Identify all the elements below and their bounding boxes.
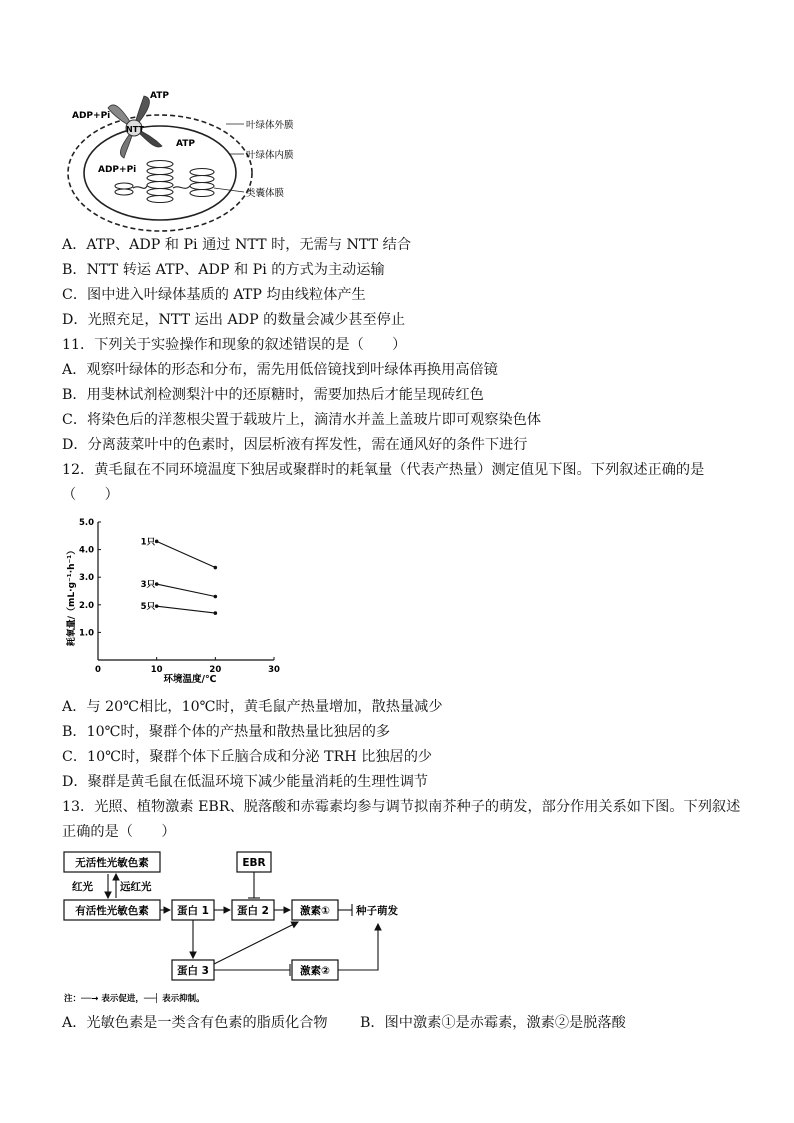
- series-point-2: [155, 582, 159, 586]
- chart-x-axis-label: 环境温度/℃: [163, 674, 217, 685]
- atp-inner-label: ATP: [176, 139, 196, 149]
- q11-stem: 11．下列关于实验操作和现象的叙述错误的是（ ）: [62, 337, 407, 353]
- chart-x-tick-label: 10: [150, 665, 163, 675]
- series-label-1: 1只: [140, 537, 156, 548]
- q10-option-c: C．图中进入叶绿体基质的 ATP 均由线粒体产生: [62, 287, 366, 303]
- q12-option-a: A．与 20℃相比，10℃时，黄毛鼠产热量增加，散热量减少: [62, 699, 443, 715]
- oxygen-consumption-chart: [62, 512, 292, 690]
- far-red-light-label: 远红光: [120, 881, 152, 893]
- series-line-2: [157, 584, 216, 596]
- ebr-label: EBR: [242, 857, 266, 869]
- q10-option-a: A．ATP、ADP 和 Pi 通过 NTT 时，无需与 NTT 结合: [62, 237, 412, 253]
- series-point-1: [214, 566, 218, 570]
- q12-option-d: D．聚群是黄毛鼠在低温环境下减少能量消耗的生理性调节: [62, 774, 429, 790]
- active-phytochrome-label: 有活性光敏色素: [75, 905, 149, 917]
- atp-top-label: ATP: [150, 91, 170, 101]
- diagram-note: 注：──→ 表示促进，──┤ 表示抑制。: [64, 994, 205, 1004]
- chart-y-tick-label: 5.0: [78, 518, 94, 528]
- series-label-2: 3只: [140, 580, 156, 591]
- adp-pi-top-label: ADP+Pi: [72, 111, 111, 121]
- protein3-label: 蛋白 3: [177, 965, 209, 977]
- outer-membrane-label: 叶绿体外膜: [246, 120, 294, 131]
- red-light-label: 红光: [72, 881, 93, 893]
- chart-x-tick-label: 0: [95, 665, 101, 675]
- thylakoid-label: 类囊体膜: [246, 188, 285, 199]
- q12-stem-line1: 12．黄毛鼠在不同环境温度下独居或聚群时的耗氧量（代表产热量）测定值见下图。下列叙述正确的是: [62, 462, 705, 478]
- germination-regulation-diagram: [62, 846, 422, 1006]
- hormone1-label: 激素①: [300, 905, 330, 917]
- hormone2-label: 激素②: [300, 965, 330, 977]
- q11-option-a: A．观察叶绿体的形态和分布，需先用低倍镜找到叶绿体再换用高倍镜: [62, 362, 498, 378]
- germination-label: 种子萌发: [356, 905, 398, 917]
- chart-y-tick-label: 4.0: [78, 545, 94, 556]
- inactive-phytochrome-label: 无活性光敏色素: [75, 857, 149, 869]
- series-line-1: [157, 541, 216, 567]
- q11-option-b: B．用斐林试剂检测梨汁中的还原糖时，需要加热后才能呈现砖红色: [62, 387, 484, 403]
- q12-stem-line2: （ ）: [62, 487, 119, 503]
- series-label-3: 5只: [140, 602, 156, 613]
- q12-option-b: B．10℃时，聚群个体的产热量和散热量比独居的多: [62, 724, 391, 740]
- q13-option-a: A．光敏色素是一类含有色素的脂质化合物: [62, 1015, 328, 1031]
- series-point-3: [155, 604, 159, 608]
- outer-membrane: [68, 115, 252, 231]
- chart-y-tick-label: 2.0: [78, 600, 94, 611]
- chart-y-axis-label: 耗氧量/（mL·g⁻¹·h⁻¹）: [67, 545, 77, 647]
- q10-option-d: D．光照充足，NTT 运出 ADP 的数量会减少甚至停止: [62, 312, 406, 328]
- series-point-1: [155, 540, 159, 544]
- q13-stem-line1: 13．光照、植物激素 EBR、脱落酸和赤霉素均参与调节拟南芥种子的萌发，部分作用关系如下图。下列叙述: [62, 799, 741, 815]
- q13-option-b: B．图中激素①是赤霉素，激素②是脱落酸: [360, 1015, 626, 1031]
- q11-option-c: C．将染色后的洋葱根尖置于载玻片上，滴清水并盖上盖玻片即可观察染色体: [62, 412, 542, 428]
- q12-option-c: C．10℃时，聚群个体下丘脑合成和分泌 TRH 比独居的少: [62, 749, 433, 765]
- series-point-2: [214, 595, 218, 599]
- q10-option-b: B．NTT 转运 ATP、ADP 和 Pi 的方式为主动运输: [62, 262, 385, 278]
- protein1-label: 蛋白 1: [177, 905, 209, 917]
- q11-option-d: D．分离菠菜叶中的色素时，因层析液有挥发性，需在通风好的条件下进行: [62, 437, 528, 453]
- protein2-label: 蛋白 2: [237, 905, 269, 917]
- chart-x-tick-label: 30: [268, 665, 280, 675]
- inner-membrane-label: 叶绿体内膜: [246, 150, 294, 161]
- chart-y-tick-label: 1.0: [78, 628, 94, 639]
- series-point-3: [214, 611, 218, 615]
- chart-y-tick-label: 3.0: [78, 573, 94, 584]
- ntt-label: NTT: [126, 125, 144, 134]
- q13-stem-line2: 正确的是（ ）: [62, 824, 176, 840]
- series-line-3: [157, 606, 216, 613]
- chloroplast-diagram: [62, 88, 322, 238]
- adp-pi-inner-label: ADP+Pi: [98, 165, 137, 175]
- chart-x-tick-label: 20: [209, 665, 222, 675]
